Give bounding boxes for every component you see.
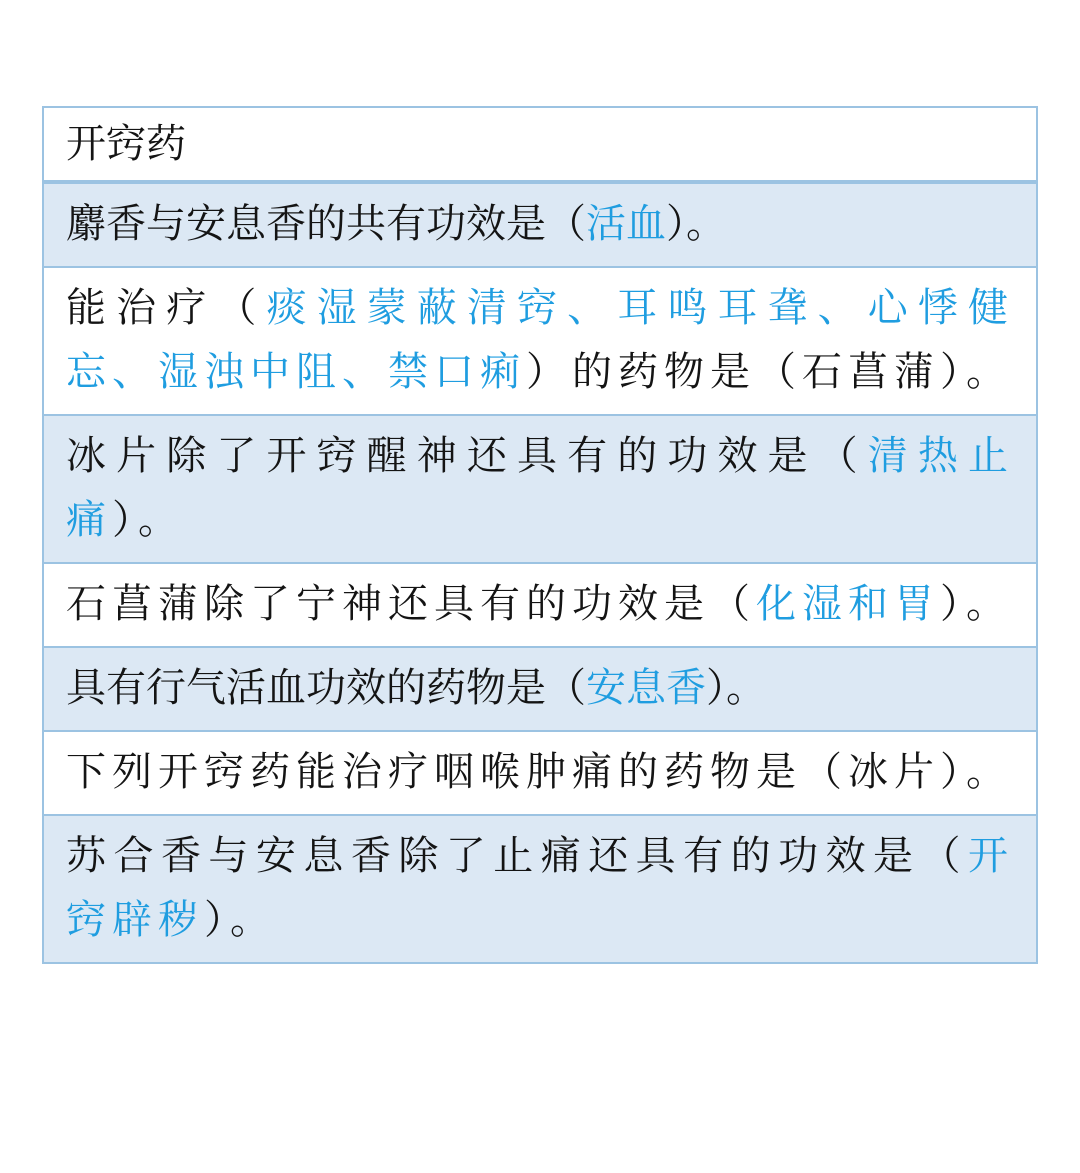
question-text: 冰片除了开窍醒神还具有的功效是（	[66, 433, 868, 479]
question-text: 能治疗（	[66, 285, 267, 331]
question-text-end: ）。	[112, 497, 184, 543]
question-text: 石菖蒲除了宁神还具有的功效是（	[66, 581, 756, 627]
question-text-end: ）的药物是（石菖蒲）。	[526, 349, 1012, 395]
question-row-1	[44, 180, 1036, 266]
question-row-2	[44, 266, 1036, 414]
question-text: 苏合香与安息香除了止痛还具有的功效是（	[66, 833, 968, 879]
question-text-end: ）。	[666, 201, 726, 247]
question-row-6	[44, 730, 1036, 814]
answer-text: 化湿和胃	[756, 581, 940, 627]
answer-text: 清热止痛	[66, 433, 1015, 543]
question-text: 下列开窍药能治疗咽喉肿痛的药物是（冰片）。	[66, 749, 1012, 795]
question-table	[42, 106, 1038, 964]
answer-text: 开窍辟秽	[66, 833, 1014, 943]
question-row-7	[44, 814, 1036, 962]
question-row-4	[44, 562, 1036, 646]
answer-text: 痰湿蒙蔽清窍、耳鸣耳聋、心悸健忘、湿浊中阻、禁口痢	[66, 285, 1015, 395]
question-text: 具有行气活血功效的药物是（	[66, 665, 586, 711]
answer-text: 活血	[586, 201, 666, 247]
question-text-end: ）。	[204, 897, 276, 943]
answer-text: 安息香	[586, 665, 706, 711]
table-title: 开窍药	[44, 108, 1036, 180]
question-text: 麝香与安息香的共有功效是（	[66, 201, 586, 247]
question-text-end: ）。	[940, 581, 1012, 627]
question-row-3	[44, 414, 1036, 562]
question-text-end: ）。	[706, 665, 766, 711]
question-row-5	[44, 646, 1036, 730]
